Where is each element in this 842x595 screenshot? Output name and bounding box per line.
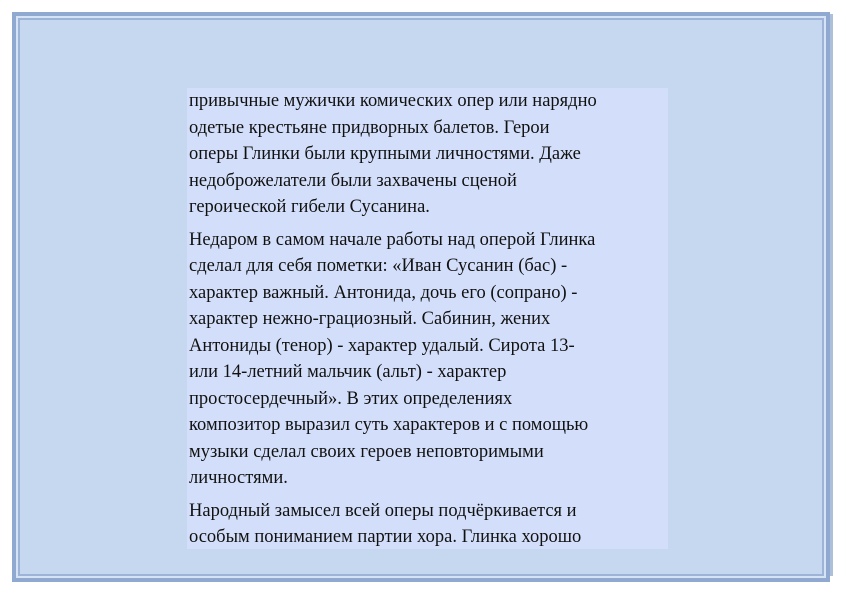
- paragraph-3: [189, 498, 668, 550]
- text-box: [187, 88, 668, 549]
- text-line: оперы Глинки были крупными личностями. Даже: [189, 144, 581, 164]
- text-line: характер нежно-грациозный. Сабинин, жених: [189, 309, 551, 329]
- text-line: недоброжелатели были захвачены сценой: [189, 170, 517, 191]
- text-line: Народный замысел всей оперы подчёркивается и: [189, 500, 577, 521]
- text-line: сделал для себя пометки: «Иван Сусанин (бас) -: [189, 256, 568, 276]
- text-line: привычные мужички комических опер или нарядно: [189, 91, 597, 111]
- text-line: простосердечный». В этих определениях: [189, 388, 513, 409]
- text-line: одетые крестьяне придворных балетов. Герои: [189, 117, 550, 138]
- text-line: музыки сделал своих героев неповторимыми: [189, 441, 544, 462]
- slide-frame: [12, 12, 830, 582]
- text-line: особым пониманием партии хора. Глинка хорошо: [189, 527, 582, 547]
- text-line: героической гибели Сусанина.: [189, 197, 430, 217]
- text-line: Недаром в самом начале работы над оперой Глинка: [189, 229, 596, 250]
- text-line: композитор выразил суть характеров и с помощью: [189, 415, 589, 435]
- text-line: или 14-летний мальчик (альт) - характер: [189, 362, 507, 382]
- paragraph-1: [189, 88, 668, 221]
- text-line: Антониды (тенор) - характер удалый. Сирота 13-: [189, 335, 575, 356]
- text-line: характер важный. Антонида, дочь его (сопрано) -: [189, 282, 578, 303]
- paragraph-2: [189, 227, 668, 492]
- text-line: личностями.: [189, 468, 288, 488]
